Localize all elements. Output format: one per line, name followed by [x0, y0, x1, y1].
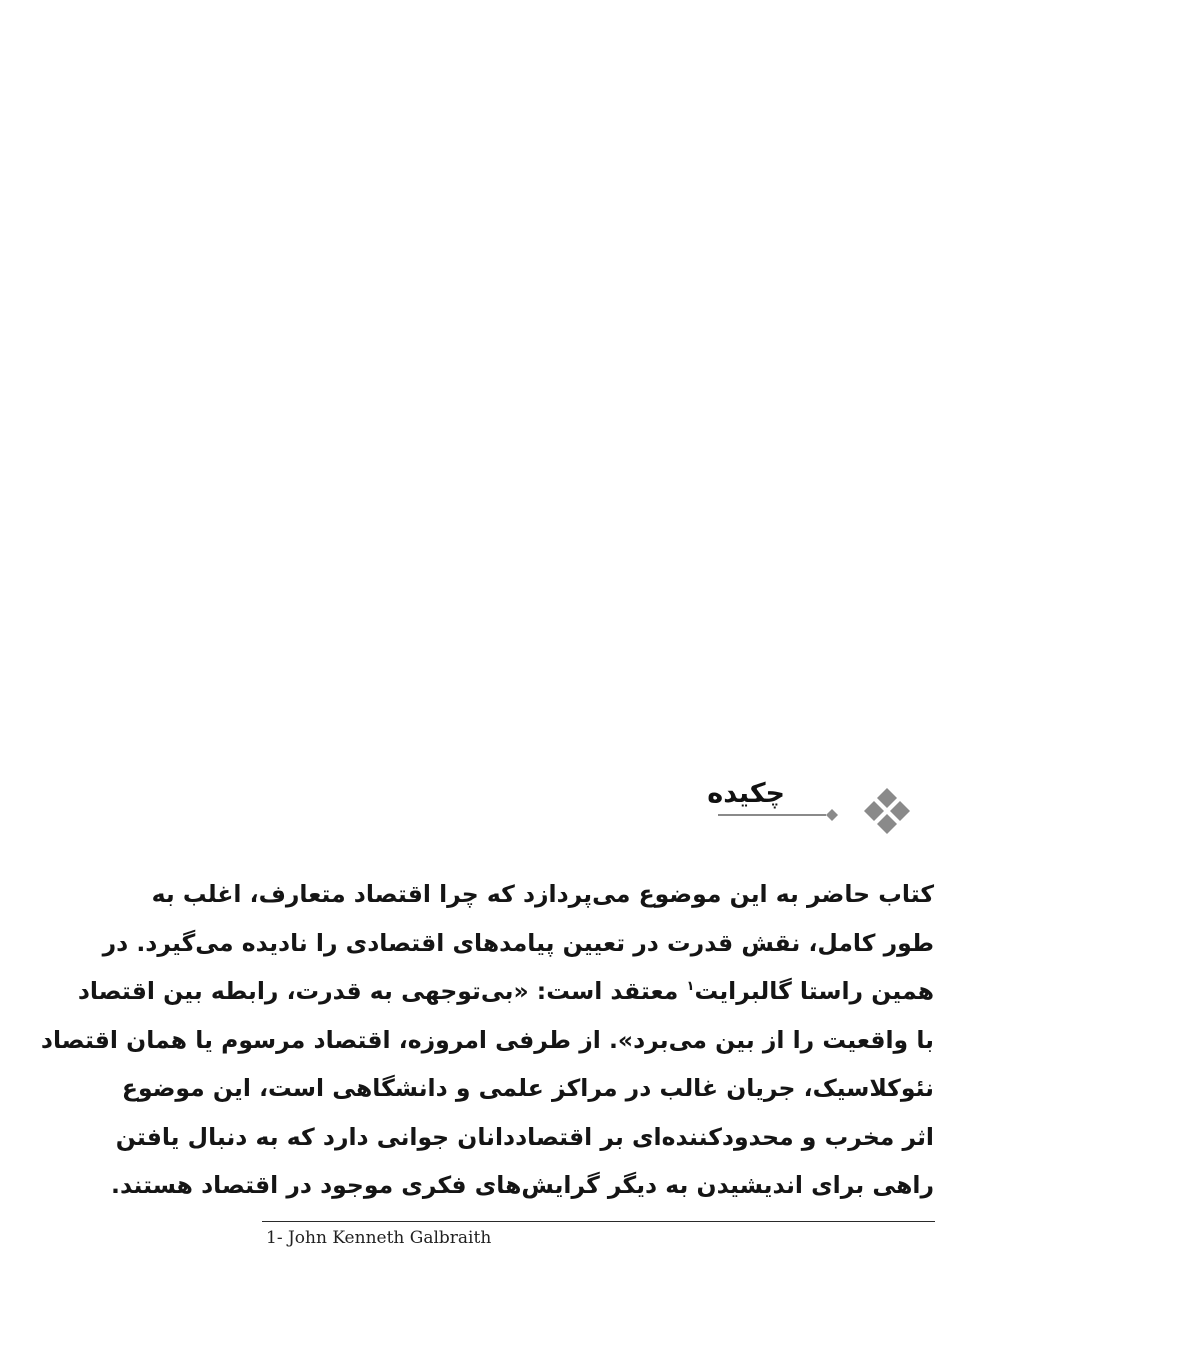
cluster-diamond-left	[864, 801, 884, 821]
paragraph-line-5: نئوکلاسیک، جریان غالب در مراکز علمی و دانشگاهی است، این موضوع	[121, 1074, 934, 1102]
line-3-part-a: همین راستا گالبرایت	[694, 977, 934, 1005]
paragraph-line-1: کتاب حاضر به این موضوع می‌پردازد که چرا اقتصاد متعارف، اغلب به	[151, 880, 934, 908]
section-heading	[707, 770, 921, 840]
paragraph-line-2: طور کامل، نقش قدرت در تعیین پیامدهای اقتصادی را نادیده می‌گیرد. در	[102, 928, 934, 957]
cluster-diamond-top	[877, 788, 897, 808]
paragraph-line-4: با واقعیت را از بین می‌برد». از طرفی امروزه، اقتصاد مرسوم یا همان اقتصاد	[40, 1025, 934, 1054]
paragraph-line-6: اثر مخرب و محدودکننده‌ای بر اقتصاددانان جوانی دارد که به دنبال یافتن	[115, 1122, 934, 1151]
footnote-divider	[262, 1221, 935, 1222]
line-3-part-b: معتقد است: «بی‌توجهی به قدرت، رابطه بین اقتصاد	[77, 977, 679, 1005]
cluster-diamond-right	[890, 801, 910, 821]
paragraph-line-3	[77, 969, 934, 1018]
cluster-diamond-bottom	[877, 814, 897, 834]
small-diamond	[826, 809, 838, 821]
section-title: چکیده	[707, 778, 785, 809]
abstract-paragraph	[40, 872, 934, 1212]
footnote-text: 1- John Kenneth Galbraith	[266, 1228, 492, 1248]
paragraph-line-7: راهی برای اندیشیدن به دیگر گرایش‌های فکری موجود در اقتصاد هستند.	[111, 1171, 934, 1199]
footnote-reference[interactable]: ۱	[686, 979, 695, 995]
